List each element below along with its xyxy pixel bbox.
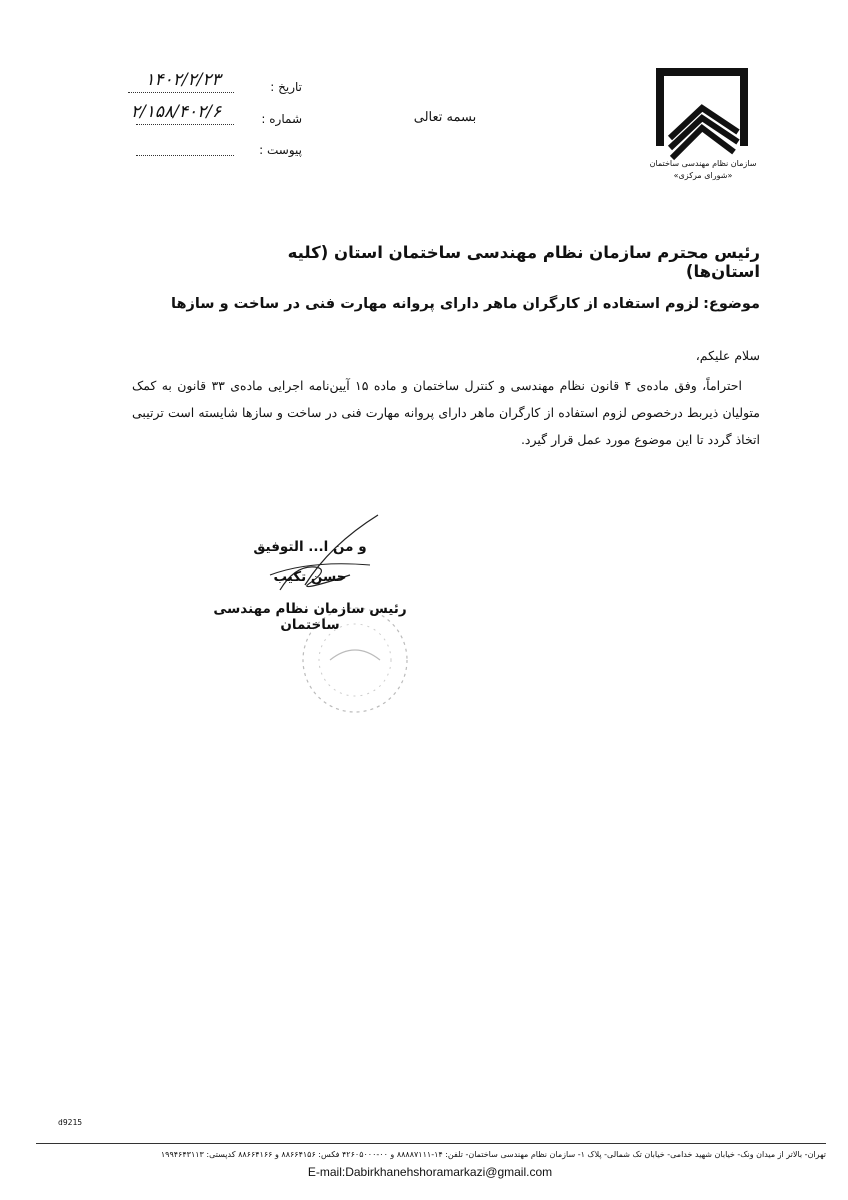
- subject-line: [150, 296, 760, 312]
- basmala: بسمه تعالی: [413, 110, 477, 125]
- number-label: شماره :: [261, 112, 302, 126]
- logo-org-name: سازمان نظام مهندسی ساختمان: [649, 159, 757, 168]
- organization-logo: [648, 66, 758, 191]
- attachment-dotted-line: [136, 155, 234, 156]
- closing-phrase: و من ا... التوفیق: [253, 539, 367, 555]
- greeting: سلام علیکم،: [695, 348, 760, 363]
- signature-block: [190, 505, 430, 725]
- date-value: ۱۴۰۲/۲/۲۳: [145, 70, 221, 90]
- document-code: d9215: [58, 1118, 83, 1127]
- recipient-line: رئیس محترم سازمان نظام مهندسی ساختمان استان (کلیه استان‌ها): [287, 243, 760, 281]
- building-engineering-org-logo-icon: [648, 66, 758, 166]
- attachment-label: پیوست :: [259, 143, 302, 157]
- footer-email: E-mail:Dabirkhanehshoramarkazi@gmail.com: [307, 1165, 553, 1179]
- number-value: ۲/۱۵۸/۴۰۲/۶: [130, 102, 222, 122]
- letter-body: احتراماً، وفق ماده‌ی ۴ قانون نظام مهندسی و کنترل ساختمان و ماده ۱۵ آیین‌نامه اجرایی ماده‌ی ۳۳ قانون به کمک متولیان ذیربط درخصوص لزوم استفاده از کارگران ماهر دارای پروانه مهارت فنی در ساخت و سازها شایسته است ترتیبی اتخاذ گردد تا این موضوع مورد عمل قرار گیرد.: [132, 378, 760, 447]
- signatory-name: حسن تکیب: [273, 569, 347, 585]
- logo-subtitle: «شورای مرکزی»: [673, 171, 733, 180]
- subject-text: لزوم استفاده از کارگران ماهر دارای پروانه مهارت فنی در ساخت و سازها: [171, 296, 700, 312]
- date-dotted-line: [128, 92, 234, 93]
- date-label: تاریخ :: [270, 80, 302, 94]
- footer-divider: [36, 1143, 826, 1144]
- footer-address: تهران- بالاتر از میدان ونک- خیابان شهید خدامی- خیابان تک شمالی- پلاک ۱- سازمان نظام مهندسی ساختمان- تلفن: ۱۴-۸۸۸۸۷۱۱۱ و ۰۰-۴۲۶۰۵۰۰۰ فکس: ۸۸۶۶۴۱۵۶ و ۸۸۶۶۴۱۶۶ کدپستی: ۱۹۹۴۶۴۳۱۱۳: [160, 1150, 826, 1159]
- subject-label: موضوع:: [703, 296, 760, 312]
- signatory-title: رئیس سازمان نظام مهندسی ساختمان: [213, 601, 407, 633]
- number-dotted-line: [136, 124, 234, 125]
